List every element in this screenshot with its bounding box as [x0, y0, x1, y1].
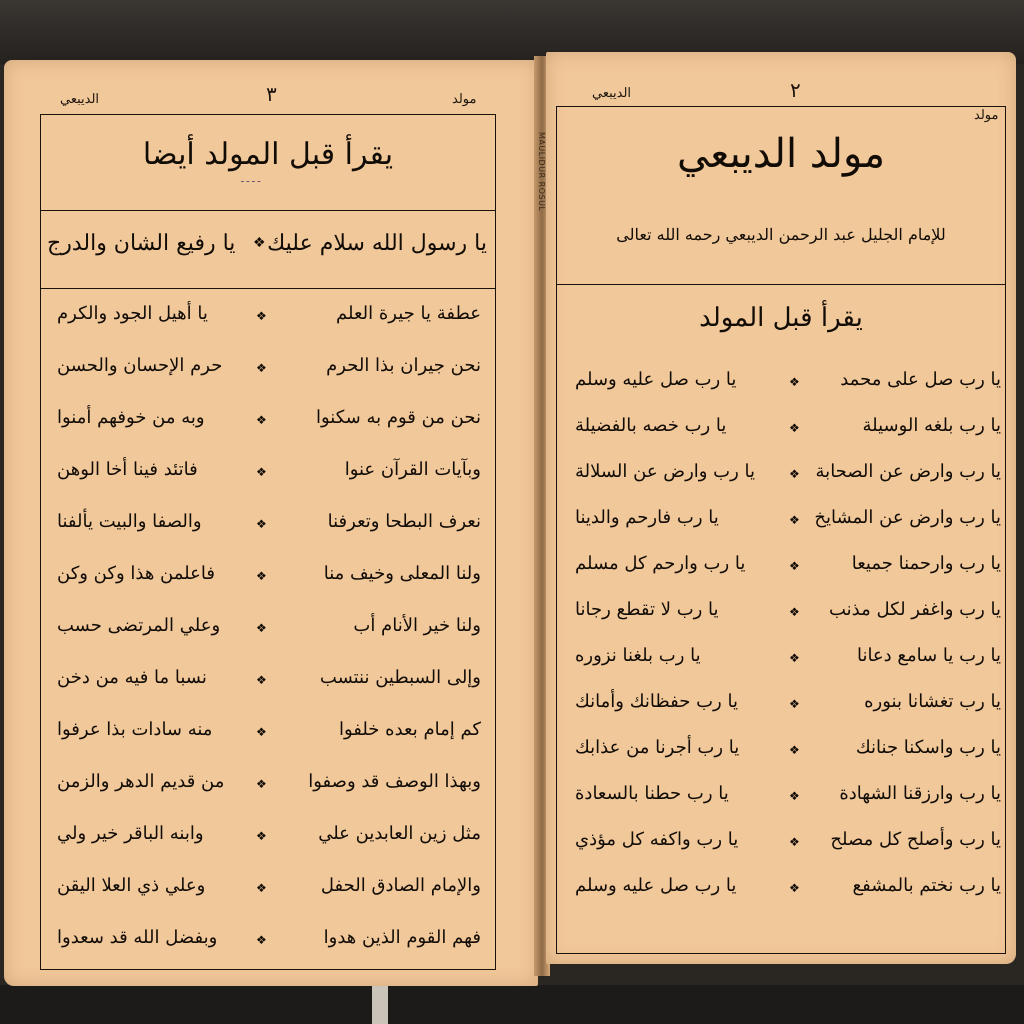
verse-row — [41, 927, 495, 959]
verse-hemistich-right: فهم القوم الذين هدوا — [323, 927, 481, 948]
verse-hemistich-right: يا رب وأصلح كل مصلح — [830, 829, 1001, 850]
verse-hemistich-right: يا رب يا سامع دعانا — [856, 645, 1001, 666]
verse-hemistich-right: يا رب نختم بالمشفع — [852, 875, 1001, 896]
handwritten-gloss: ـ ـ ـ ـ — [241, 175, 261, 185]
table-surface — [0, 985, 1024, 1024]
verse-row — [41, 823, 495, 855]
left-page-frame — [40, 114, 496, 970]
verse-hemistich-left: يا رب صل عليه وسلم — [575, 875, 737, 896]
verse-separator: ❖ — [789, 605, 800, 619]
verse-hemistich-right: يا رب صل على محمد — [840, 369, 1001, 390]
verse-row — [41, 875, 495, 907]
verse-separator: ❖ — [789, 881, 800, 895]
verse-hemistich-left: والصفا والبيت يألفنا — [57, 511, 202, 532]
verse-hemistich-left: يا رب حطنا بالسعادة — [575, 783, 729, 804]
verse-row — [557, 599, 1005, 631]
verse-row — [41, 355, 495, 387]
verse-hemistich-right: نحن جيران بذا الحرم — [326, 355, 481, 376]
verse-hemistich-left: يا رب لا تقطع رجانا — [575, 599, 719, 620]
verse-hemistich-left: منه سادات بذا عرفوا — [57, 719, 213, 740]
verse-hemistich-right: مثل زين العابدين علي — [318, 823, 481, 844]
verse-hemistich-right: نعرف البطحا وتعرفنا — [327, 511, 481, 532]
verse-hemistich-right: كم إمام بعده خلفوا — [338, 719, 481, 740]
verse-separator: ❖ — [789, 743, 800, 757]
verse-hemistich-left: وبفضل الله قد سعدوا — [57, 927, 218, 948]
right-header-book: مولد — [974, 108, 999, 123]
verse-row — [41, 511, 495, 543]
verse-separator: ❖ — [789, 375, 800, 389]
verse-row — [557, 645, 1005, 677]
verse-separator: ❖ — [256, 673, 267, 687]
verse-hemistich-right: يا رب واغفر لكل مذنب — [829, 599, 1001, 620]
verse-hemistich-right: والإمام الصادق الحفل — [320, 875, 481, 896]
verse-separator: ❖ — [256, 413, 267, 427]
verse-separator: ❖ — [789, 467, 800, 481]
verse-separator: ❖ — [256, 725, 267, 739]
verse-row — [557, 553, 1005, 585]
verse-separator: ❖ — [789, 651, 800, 665]
verse-hemistich-left: يا رب خصه بالفضيلة — [575, 415, 727, 436]
verse-hemistich-right: يا رب وارزقنا الشهادة — [839, 783, 1001, 804]
verse-row — [557, 829, 1005, 861]
verse-separator: ❖ — [256, 465, 267, 479]
verse-row — [557, 783, 1005, 815]
verse-separator: ❖ — [789, 789, 800, 803]
verse-separator: ❖ — [789, 697, 800, 711]
verse-row — [557, 415, 1005, 447]
verse-row — [41, 303, 495, 335]
verse-hemistich-right: وبآيات القرآن عنوا — [344, 459, 481, 480]
verse-separator: ❖ — [789, 421, 800, 435]
verse-hemistich-left: يا رب فارحم والدينا — [575, 507, 719, 528]
left-page — [4, 60, 538, 986]
verse-separator: ❖ — [256, 361, 267, 375]
verse-hemistich-left: وابنه الباقر خير ولي — [57, 823, 204, 844]
verse-hemistich-left: نسبا ما فيه من دخن — [57, 667, 207, 688]
verse-hemistich-left: وعلي ذي العلا اليقن — [57, 875, 206, 896]
verse-separator: ❖ — [256, 881, 267, 895]
spine-label: MAULIDUR ROSUL — [537, 132, 546, 212]
verse-hemistich-left: يا رب واكفه كل مؤذي — [575, 829, 739, 850]
verse-row — [557, 369, 1005, 401]
left-header-book: مولد — [452, 92, 477, 107]
verse-hemistich-right: يا رب بلغه الوسيلة — [862, 415, 1001, 436]
verse-hemistich-left: يا أهيل الجود والكرم — [57, 303, 208, 324]
verse-row — [41, 563, 495, 595]
left-subtitle-band — [41, 211, 495, 289]
verse-row — [557, 461, 1005, 493]
verse-hemistich-right: يا رب وارحمنا جميعا — [851, 553, 1001, 574]
right-page-subtitle: للإمام الجليل عبد الرحمن الديبعي رحمه الله تعالى — [616, 225, 946, 244]
verse-row — [41, 719, 495, 751]
verse-hemistich-right: يا رب تغشانا بنوره — [864, 691, 1001, 712]
verse-hemistich-right: يا رب وارض عن المشايخ — [814, 507, 1001, 528]
verse-row — [557, 737, 1005, 769]
verse-separator: ❖ — [253, 235, 266, 251]
verse-hemistich-right: وبهذا الوصف قد وصفوا — [308, 771, 481, 792]
verse-separator: ❖ — [789, 513, 800, 527]
verse-hemistich-left: يا رب صل عليه وسلم — [575, 369, 737, 390]
verse-hemistich-right: وإلى السبطين ننتسب — [319, 667, 481, 688]
verse-separator: ❖ — [789, 835, 800, 849]
verse-separator: ❖ — [256, 517, 267, 531]
verse-hemistich-right: ولنا المعلى وخيف منا — [323, 563, 481, 584]
left-verse-list — [41, 303, 495, 963]
left-page-title: يقرأ قبل المولد أيضا — [142, 137, 394, 172]
verse-row — [41, 407, 495, 439]
verse-hemistich-right: ولنا خير الأنام أب — [353, 615, 481, 636]
verse-separator: ❖ — [256, 933, 267, 947]
verse-row — [41, 667, 495, 699]
left-header-title: الديبعي — [60, 92, 100, 107]
right-header-title: الديبعي — [592, 86, 632, 101]
verse-separator: ❖ — [256, 829, 267, 843]
verse-hemistich-left: يا رب وارض عن السلالة — [575, 461, 756, 482]
verse-row — [557, 507, 1005, 539]
verse-hemistich-left: يا رب أجرنا من عذابك — [575, 737, 740, 758]
verse-hemistich-left: فاتئد فينا أخا الوهن — [57, 459, 198, 480]
verse-hemistich-right: يا رب وارض عن الصحابة — [815, 461, 1001, 482]
verse-hemistich-left: حرم الإحسان والحسن — [57, 355, 223, 376]
verse-row — [557, 875, 1005, 907]
verse-hemistich-right: عطفة يا جيرة العلم — [336, 303, 481, 324]
left-subtitle-left: يا رفيع الشان والدرج — [47, 231, 236, 256]
verse-hemistich-left: يا رب وارحم كل مسلم — [575, 553, 746, 574]
ribbon-bookmark — [372, 985, 388, 1024]
right-section-heading: يقرأ قبل المولد — [699, 303, 863, 333]
verse-hemistich-left: من قديم الدهر والزمن — [57, 771, 225, 792]
verse-separator: ❖ — [256, 309, 267, 323]
right-verse-list — [557, 369, 1005, 949]
right-page — [546, 52, 1016, 964]
verse-row — [41, 615, 495, 647]
left-title-band — [41, 115, 495, 211]
right-page-title: مولد الديبعي — [676, 131, 886, 177]
right-page-frame — [556, 106, 1006, 954]
verse-hemistich-left: وبه من خوفهم أمنوا — [57, 407, 205, 428]
verse-separator: ❖ — [789, 559, 800, 573]
verse-hemistich-left: وعلي المرتضى حسب — [57, 615, 221, 636]
verse-separator: ❖ — [256, 777, 267, 791]
verse-hemistich-right: يا رب واسكنا جنانك — [855, 737, 1001, 758]
verse-row — [41, 459, 495, 491]
left-subtitle-right: يا رسول الله سلام عليك — [267, 231, 487, 256]
verse-hemistich-left: فاعلمن هذا وكن وكن — [57, 563, 215, 584]
verse-hemistich-left: يا رب حفظانك وأمانك — [575, 691, 738, 712]
verse-hemistich-left: يا رب بلغنا نزوره — [575, 645, 701, 666]
right-title-band — [557, 107, 1005, 285]
verse-separator: ❖ — [256, 621, 267, 635]
verse-separator: ❖ — [256, 569, 267, 583]
verse-hemistich-right: نحن من قوم به سكنوا — [315, 407, 481, 428]
left-subtitle-row — [41, 231, 495, 265]
verse-row — [41, 771, 495, 803]
verse-row — [557, 691, 1005, 723]
right-page-number: ٢ — [790, 78, 801, 102]
left-page-number: ٣ — [266, 82, 277, 106]
